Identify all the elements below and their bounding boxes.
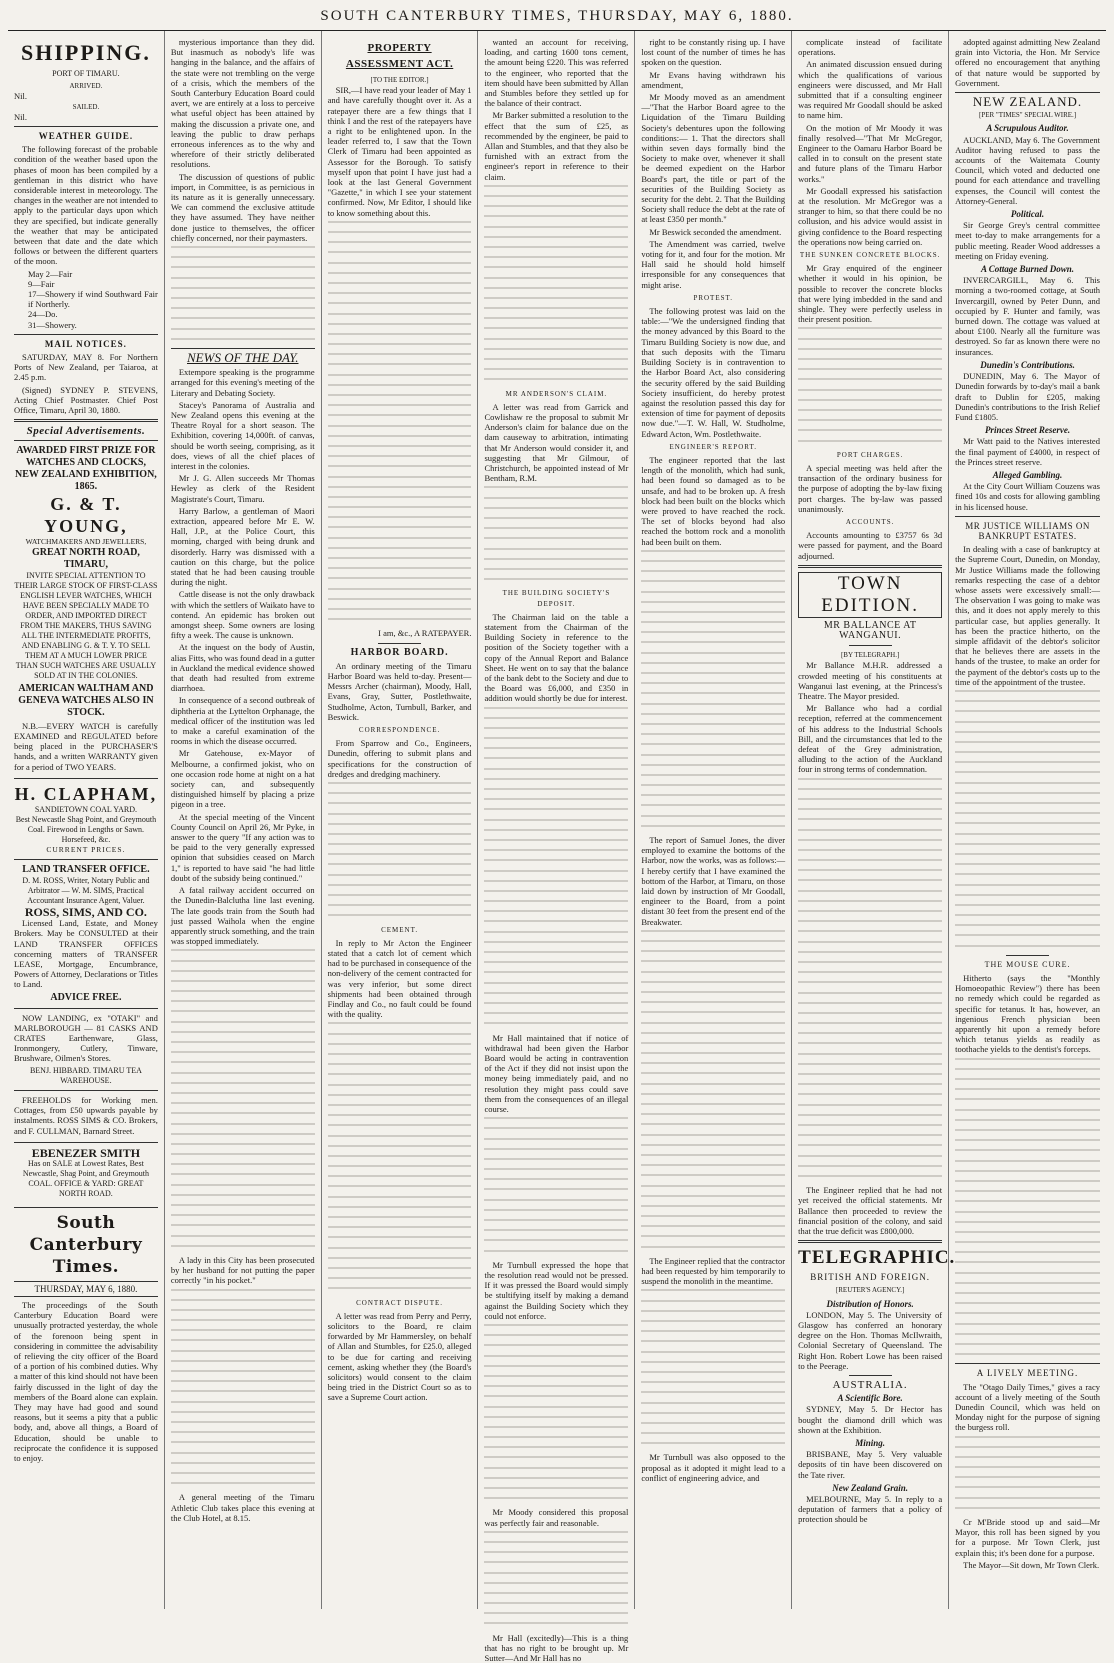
article-text: Mr Goodall expressed his satisfaction at the resolution. Mr McGregor was a stranger to him, so that there could be no collusion, and his advice would assist in giving confidence to the Board respecting the operations now being carried on. [798,185,943,247]
to-the-editor: [TO THE EDITOR.] [370,76,429,84]
article-text: Mr Moody considered this proposal was perfectly fair and reasonable. [484,1507,629,1528]
hibbard-advertisement [14,1008,158,1090]
current-prices: CURRENT PRICES. [46,844,126,854]
article-text: The Chairman laid on the table a statement from the Chairman of the Building Society in reference to the position of the Society together with a copy of the Annual Report and Balance Sheet. He went on to say that the balance of the bank debt to the Society and due to the Board was £6,000, and £350 in addition would shortly be due for interest. [484,611,629,704]
property-assessment-heading: PROPERTY ASSESSMENT ACT. [345,42,454,70]
port-heading: PORT OF TIMARU. [52,69,120,78]
news-item: Stacey's Panorama of Australia and New Zealand opens this evening at the Theatre Royal for a short season. The Exhibition, covering 14,000ft. of canvas, should be worth seeing, comprising, as it does, views of all the chief places of interest in the colonies. [170,399,315,471]
article-text: The Amendment was carried, twelve voting for it, and four for the motion. Mr Hall said he should hold himself irresponsible for any consequences that might arise. [641,238,786,290]
article-text: The "Otago Daily Times," gives a racy account of a lively meeting of the South Dunedin Council, which was held on Monday night for the purpose of signing the burgess roll. [955,1381,1100,1433]
article-text: AUCKLAND, May 6. The Government Auditor having refused to pass the accounts of the Waitemata County Council, which voted and deducted one pound for each attendance and travelling expenses, the Council will contest the Attorney-General. [955,134,1100,206]
clapham-name: H. CLAPHAM, [14,783,158,804]
text-block [171,949,315,1246]
weather-line: 31—Showery. [28,319,77,330]
engineer-report-heading: ENGINEER'S REPORT. [669,442,757,451]
freeholds-advertisement [14,1090,158,1142]
article-text: Mr Ballance who had a cordial reception, referred at the commencement of his address to the Industrial Schools Bill, and the circumstances that led to the defeat of the Grey administration, alluding to the action of the Auckland four in strong terms of condemnation. [798,703,943,775]
page-number-left [12,9,16,25]
article-text: Mr Beswick seconded the amendment. [649,226,782,237]
article-text: INVERCARGILL, May 6. This morning a two-roomed cottage, at South Invercargill, owned by Peter Dunn, and occupied by F. Hunter and family, was burned down. The cottage was valued at about £100. Nearly all the furniture was destroyed. So far as known there were no insurances. [955,275,1100,357]
nz-grain-heading: New Zealand Grain. [832,1482,909,1493]
young-address: GREAT NORTH ROAD, TIMARU, [31,546,140,570]
article-text: complicate instead of facilitate operations. [798,37,943,58]
news-of-the-day-heading: NEWS OF THE DAY. [187,349,299,365]
column-7 [949,31,1106,1609]
distribution-heading: Distribution of Honors. [826,1298,914,1309]
british-foreign-heading: BRITISH AND FOREIGN. [810,1272,931,1283]
article-text: Hitherto (says the "Monthly Homoeopathic Review") there has been no remedy which could be regarded as specific for tetanus. It has, however, an ingenious French physician been apparently hit upon a remedy before which tetanus yields as readily as toothache yields to the dentist's forceps. [955,973,1100,1055]
news-item: At the special meeting of the Vincent County Council on April 26, Mr Pyke, in answer to the query "If any action was to be paid to the very generally expressed opinion that subsidies ceased on March 1," is reported to have said "he had little doubt of the subsidy being continued." [170,811,315,883]
article-text: Mr Ballance M.H.R. addressed a crowded meeting of his constituents at Wanganui last evening, at the Princess's Theatre. The Mayor presided. [798,660,943,701]
weather-line: May 2—Fair [28,268,73,279]
award-text: AWARDED FIRST PRIZE FOR WATCHES AND CLOCKS, NEW ZEALAND EXHIBITION, 1865. [15,444,157,492]
young-subtitle: WATCHMAKERS AND JEWELLERS, [25,536,147,546]
article-text: A letter was read from Garrick and Cowlishaw re the proposal to submit Mr Anderson's claim for balance due on the dam causeway to arbitration, intimating that Mr Anderson would consider it, and suggesting that Mr Gilmour, of Christchurch, be appointed instead of Mr Bentham, R.M. [484,401,629,484]
scientific-bore-heading: A Scientific Bore. [837,1393,903,1404]
article-text: Mr Turnbull expressed the hope that the resolution read would not be pressed. If it was pressed the Board would simply be stultifying itself by making a demand against the Building Society which they could not enforce. [484,1259,629,1321]
harbor-board-text: In reply to Mr Acton the Engineer stated that a catch lot of cement which had to be purchased in consequence of the non-delivery of the cement contracted for was very inferior, but some direct shipments had been obtained through Findlay and Co., no fault could be found with the quality. [327,937,472,1020]
mail-signature: (Signed) SYDNEY P. STEVENS, Acting Chief Postmaster. Chief Post Office, Timaru, April 30, 1880. [14,384,158,416]
clapham-advertisement [14,778,158,859]
text-block [328,221,472,620]
american-watches: AMERICAN WALTHAM AND GENEVA WATCHES ALSO IN STOCK. [18,682,154,718]
letter-signature: I am, &c., A RATEPAYER. [378,628,472,639]
young-advertisement [14,440,158,778]
columns [8,31,1106,1663]
column-1 [8,31,165,1609]
paper-name: South Canterbury Times. [29,1212,143,1277]
text-block [328,1022,472,1289]
article-text: Mr Moody moved as an amendment—"That the Harbor Board agree to the Liquidation of the Timaru Building Society's debentures upon the following conditions:— 1. That the directors shall within seven days formally bind the Society to make over, whenever it shall be deemed expedient on the Harbor Board's part, the title or part of the securities of the Building Society as security for the debt. 2. That the Building Society shall reduce the debt at the rate of at least £350 per month." [641,92,786,225]
article-text: The Mayor—Sit down, Mr Town Clerk. [963,1559,1100,1570]
text-block [484,707,628,1025]
news-item: In consequence of a second outbreak of diphtheria at the Lyttelton Orphanage, the medical officer of the institution was led to make a careful examination of the rooms in which the disease occurred. [170,695,315,747]
news-item: Mr Gatehouse, ex-Mayor of Melbourne, a confirmed jokist, who on one occasion rode home at night on a hat society can, and subsequently distinguished himself by placing a prize pigeon in a tree. [170,748,315,810]
article-text: Cr M'Bride stood up and said—Mr Mayor, this roll has been signed by you for a purpose. Mr Town Clerk, just explain this; it's been done for a purpose. [955,1517,1100,1558]
text-block [641,930,785,1248]
text-block [484,1117,628,1251]
dunedin-heading: Dunedin's Contributions. [980,359,1075,370]
harbor-board-text: An ordinary meeting of the Timaru Harbor Board was held to-day. Present—Messrs Archer (chairman), Moody, Hall, Evans, Gray, Sutter, Postlethwaite, Studholme, Acton, Turnbull, Barker, and Beswick. [327,660,472,722]
leader-dateline: THURSDAY, MAY 6, 1880. [14,1281,158,1297]
page-number-right [1098,9,1102,25]
article-text: right to be constantly rising up. I have lost count of the number of times he has spoken on the question. [641,37,786,68]
hibbard-name: BENJ. HIBBARD. TIMARU TEA WAREHOUSE. [29,1065,142,1085]
column-6 [792,31,956,1609]
ross-text: Licensed Land, Estate, and Money Brokers. May be CONSULTED at their LAND TRANSFER OFFICES concerning matters of TRANSFER LEASE, Mortgage, Encumbrance, Powers of Attorney, Declarations or Titles to Land. [14,918,158,990]
article-text: SYDNEY, May 5. Dr Hector has bought the diamond drill which was shown at the Exhibition. [798,1404,943,1435]
leader-continued-1: mysterious importance than they did. But inasmuch as nobody's life was hanging in the balance, and the affairs of the state were not trembling on the verge of a crisis, which the members of the South Canterbury Education Board could avert, we are entirely at a loss to perceive what useful object has been attained by making the discussion a private one, and leaving the public to draw perhaps erroneous inferences as to the why and wherefore of their strictly deliberated resolutions. [170,37,315,170]
text-block [171,246,315,340]
reuter-agency: [REUTER'S AGENCY.] [835,1286,905,1295]
accounts-heading: ACCOUNTS. [845,517,895,526]
news-item: Cattle disease is not the only drawback with which the settlers of Waikato have to contend. An epidemic has broken out amongst sheep. Some owners are losing fifty a week. The cause is unknown. [170,589,315,641]
new-zealand-heading: NEW ZEALAND. [972,94,1083,110]
letter-body: SIR,—I have read your leader of May 1 and have carefully thought over it. As a ratepayer there are a few things that I think I and the rest of the ratepayers have a right to be enlightened upon. In the leader referred to, I saw that the Town Clerk of Timaru had been appointed as Assessor for the Borough. To satisfy myself upon that point I have just had a look at the last General Government "Gazette," in which I see your statement confirmed. Now, Mr Editor, I should like to know something about this. [327,85,472,218]
protest-heading: PROTEST. [693,293,734,302]
mouse-cure-heading: THE MOUSE CURE. [984,959,1071,969]
sailed-label: SAILED. [72,102,100,111]
weather-heading: WEATHER GUIDE. [38,131,134,142]
article-text: Mr Hall maintained that if notice of withdrawal had been given the Harbor Board would be acting in contravention of the Act if they did not insist upon the money being immediately paid, and no resolution they might pass could save them from the consequences of an illegal course. [484,1032,629,1114]
land-transfer-heading: LAND TRANSFER OFFICE. [22,864,150,876]
article-text: On the motion of Mr Moody it was finally resolved—"That Mr McGregor, Engineer to the Oamaru Harbor Board be called in to consult on the present state and future plans of the Timaru Harbor works." [798,122,943,184]
mail-text: SATURDAY, MAY 8. For Northern Ports of New Zealand, per Taiaroa, at 2.45 p.m. [14,352,158,383]
leader-text: The proceedings of the South Canterbury Education Board were unusually protracted yesterday, the whole of the forenoon being spent in considering in committee the advisability of relieving the city officer of the Board of a portion of his combined duties. Why a matter of this kind should not have been fairly discussed in the light of day the members of the Board alone can explain. They may have had good and sound reasons, but it seems a pity that a public body, and, above all things, a Board of Education, should be unable to reciprocate the confidence it is supposed to enjoy. [14,1299,158,1464]
correspondence-heading: CORRESPONDENCE. [358,725,441,734]
advice-free: ADVICE FREE. [50,991,122,1003]
special-wire: [PER "TIMES" SPECIAL WIRE.] [979,111,1077,120]
princes-street-heading: Princes Street Reserve. [984,425,1071,436]
article-text: The Engineer replied that the contractor had been requested by him temporarily to suspend the monolith in the meantime. [641,1255,786,1287]
text-block [955,1058,1100,1355]
text-block [484,486,628,580]
justice-williams-heading: MR JUSTICE WILLIAMS ON BANKRUPT ESTATES. [965,520,1090,541]
sailed-value: Nil. [14,111,27,122]
arrived-label: ARRIVED. [69,82,103,91]
text-block [641,1289,785,1444]
text-block [955,1436,1100,1509]
masthead-title: SOUTH CANTERBURY TIMES, THURSDAY, MAY 6, 1880. [320,8,794,24]
cement-heading: CEMENT. [381,925,419,934]
article-text: Accounts amounting to £3757 6s 3d were passed for payment, and the Board adjourned. [798,530,943,561]
harbor-board-text: From Sparrow and Co., Engineers, Dunedin, offering to submit plans and specifications for the construction of dredges and dredging machinery. [327,738,472,779]
weather-line: 24—Do. [28,309,58,320]
building-society-heading: THE BUILDING SOCIETY'S DEPOSIT. [502,589,611,608]
column-2 [165,31,322,1609]
political-heading: Political. [1010,209,1045,220]
harbor-board-heading: HARBOR BOARD. [350,646,449,658]
landing-text: NOW LANDING, ex "OTAKI" and MARLBOROUGH — 81 CASKS AND CRATES Earthenware, Glass, Ironmongery, Cutlery, Tinware, Brushware, Oilmen's Stores. [14,1012,158,1064]
smith-advertisement [14,1142,158,1203]
weather-text: The following forecast of the probable condition of the weather based upon the phases of moon has been compiled by a gentleman in this district who have considerable interest in meteorology. The changes in the weather are not intended to apply to the particular days upon which they are specified, but indicate generally the weather that may be anticipated between that date and the date which follows or between the different quarters of the moon. [14,144,158,267]
port-charges-heading: PORT CHARGES. [836,450,904,459]
text-block [484,185,628,381]
warranty-text: N.B.—EVERY WATCH is carefully EXAMINED and REGULATED before being placed in the PURCHASER'S hands, and a written WARRANTY given for a period of TWO YEARS. [14,720,158,772]
news-item: A fatal railway accident occurred on the Dunedin-Balclutha line last evening. The late goods train from the South had just passed Waihola when the engine apparently struck something, and the train was stopped immediately. [170,885,315,947]
article-text: Mr Hall (excitedly)—This is a thing that has no right to be brought up. Mr Sutter—And Mr Hall has no [484,1632,629,1663]
article-text: The following protest was laid on the table:—"We the undersigned finding that the money advanced by this Board to the Timaru Building Society is now due, and that such deposits with the Timaru Building Society is in contravention to the Harbor Board Act, also considering the security offered by the said Building Society insufficient, do hereby protest against the resolution passed this day for extension of time for payment of deposits now due."—T. W. Hall, W. Studholme, Edward Acton, Wm. Postlethwaite. [641,306,786,439]
news-item: Mr J. G. Allen succeeds Mr Thomas Hewley as clerk of the Resident Magistrate's Court, Timaru. [170,473,315,504]
article-text: BRISBANE, May 5. Very valuable deposits of tin have been discovered on the Tate river. [798,1449,943,1480]
article-text: wanted an account for receiving, loading, and carting 1600 tons cement, the amount being £220. This was referred to the engineer, who reported that the item should have been submitted by Allan and Stumbles before they settled up for the balance of their contract. [484,37,629,109]
special-ads-heading: Special Advertisements. [26,425,146,438]
news-item: Extempore speaking is the programme arranged for this evening's meeting of the Literary and Debating Society. [170,367,315,398]
column-4 [478,31,635,1663]
article-text: Mr Watt paid to the Natives interested the final payment of £4000, in respect of the Princes street reserve. [955,436,1100,467]
article-text: MELBOURNE, May 5. In reply to a deputation of farmers that a policy of protection should be [798,1493,943,1525]
column-3 [322,31,479,1609]
article-text: adopted against admitting New Zealand grain into Victoria, the Hon. Mr Service offered no encouragement that anything of that nature would be supported by Government. [955,37,1100,88]
text-block [171,1289,315,1485]
lively-meeting-heading: A LIVELY MEETING. [976,1368,1079,1379]
by-telegraph: [BY TELEGRAPH.] [840,651,900,660]
mining-heading: Mining. [855,1437,886,1448]
masthead [8,6,1106,31]
ross-firm: ROSS, SIMS, AND CO. [24,905,147,920]
clapham-subtitle: SANDIETOWN COAL YARD. [34,804,137,814]
weather-list [14,269,158,330]
smith-text: Has on SALE at Lowest Rates, Best Newcastle, Shag Point, and Greymouth COAL. OFFICE & YARD: GREAT NORTH ROAD. [22,1158,150,1198]
ross-partners: D. M. ROSS, Writer, Notary Public and Arbitrator — W. M. SIMS, Practical Accountant Insurance Agent, Valuer. [22,876,150,906]
news-item: A general meeting of the Timaru Athletic Club takes place this evening at the Club Hotel, at 8.15. [170,1492,315,1523]
smith-name: EBENEZER SMITH [31,1145,141,1160]
article-text: The report of Samuel Jones, the diver employed to examine the bottoms of the Harbor, now the works, was as follows:—I hereby certify that I have examined the bottom of the Harbor, at Timaru, on those laid down by instruction of Mr Goodall, engineer to the Board, from a point distant 30 feet from the present end of the Breakwater. [641,835,786,927]
australia-heading: AUSTRALIA. [832,1378,908,1391]
article-text: An animated discussion ensued during which the qualifications of various engineers were discussed, and Mr Hall submitted that if a consulting engineer was required Mr Goodall should be asked to name him. [798,59,943,121]
article-text: The Engineer replied that he had not yet received the official statements. Mr Ballance then proceeded to review the financial position of the colony, and said that the true deficit was £800,000. [798,1185,943,1236]
harbor-board-text: A letter was read from Perry and Perry, solicitors to the Board, re claim forwarded by Mr Hammersley, on behalf of Allan and Stumbles, for £25.0, alleged to be due for carting and receiving cement, asking whether they (the Board's solicitors) would consent to the claim being tried in the District Court so as to save a Supreme Court action. [327,1310,472,1403]
leader-continued-2: The discussion of questions of public import, in Committee, is as pernicious in its nature as it is generally unnecessary. We can commend the exclusive attitude they have assumed. They have neither done justice to themselves, the officer chiefly concerned, nor their paymasters. [170,171,315,243]
article-text: Mr Evans having withdrawn his amendment, [641,69,786,90]
text-block [484,1531,628,1625]
weather-line: 9—Fair [28,278,55,289]
mail-heading: MAIL NOTICES. [44,338,127,349]
contract-dispute-heading: CONTRACT DISPUTE. [356,1298,444,1307]
telegraphic-heading: TELEGRAPHIC. [798,1247,956,1269]
sunken-blocks-heading: THE SUNKEN CONCRETE BLOCKS. [799,251,941,260]
news-item: At the inquest on the body of Austin, alias Fitts, who was found dead in a gutter in Auckland the medical evidence showed that death had resulted from extreme diarrhoea. [170,642,315,694]
young-name: G. & T. YOUNG, [44,493,128,536]
young-invite: INVITE SPECIAL ATTENTION TO THEIR LARGE STOCK OF FIRST-CLASS ENGLISH LEVER WATCHES, WHICH HAVE BEEN SPECIALLY MADE TO ORDER, AND IMPORTED DIRECT FROM THE MAKERS, THUS SAVING ALL THE INTERMEDIATE PROFITS, AND ENABLING G. & T. Y. TO SELL THEM AT A MUCH LOWER PRICE THAN SUCH WATCHES ARE USUALLY SOLD AT IN THE COLONIES. [14,570,158,680]
text-block [798,327,942,441]
clapham-text: Best Newcastle Shag Point, and Greymouth Coal. Firewood in Lengths or Sawn. Horsefeed, &c. [15,814,157,844]
article-text: LONDON, May 5. The University of Glasgow has conferred an honorary degree on the Hon. Thomas McIlwraith, Colonial Secretary of Queensland. The Right Hon. Robert Lowe has been raised to the Peerage. [798,1309,943,1371]
cottage-heading: A Cottage Burned Down. [981,264,1075,275]
text-block [484,1324,628,1499]
article-text: In dealing with a case of bankruptcy at the Supreme Court, Dunedin, on Monday, Mr Justice Williams made the following remarks respecting the case of a debtor whose assets were excessively small:—The observation I was going to make was this, and it does not apply merely to this particular case, but applies generally. It has been the practice hitherto, on the simple affidavit of the debtor's solicitor that he believes there are assets in the hands of the trustee, to make an order for the payment of the debtor's costs up to the time of the appointment of the trustee. [955,544,1100,687]
anderson-claim-heading: MR ANDERSON'S CLAIM. [505,389,608,398]
land-transfer-advertisement [14,859,158,1007]
column-5 [635,31,792,1609]
arrived-value: Nil. [14,91,27,102]
auditor-heading: A Scrupulous Auditor. [986,123,1069,134]
article-text: Mr Barker submitted a resolution to the effect that the sum of £25, as recommended by the engineer, be paid to Allan and Stumbles, and that they also be furnished with an extract from the engineer's report in reference to their claim. [484,110,629,182]
news-item: A lady in this City has been prosecuted by her husband for not putting the paper correctly "in his pocket." [170,1254,315,1286]
article-text: A special meeting was held after the transaction of the ordinary business for the purpose of adopting the by-law fixing port charges. The by-law was passed unanimously. [798,462,943,514]
article-text: At the City Court William Couzens was fined 10s and costs for allowing gambling in his licensed house. [955,481,1100,512]
text-block [955,690,1100,947]
article-text: Sir George Grey's central committee meet to-day to make arrangements for a public meeting. Reader Wood addresses a meeting on Friday evening. [955,220,1100,261]
weather-line: 17—Showery if wind Southward Fair if Northerly. [28,289,158,310]
article-text: The engineer reported that the last length of the monolith, which had sunk, had been found so damaged as to be unsafe, and had to be broken up. A fresh block had been built on the blocks which were proved to have reached the rock. The set of blocks beyond had also reached the bottom rock and a monolith had been built on them. [641,454,786,547]
news-item: Harry Barlow, a gentleman of Maori extraction, appeared before Mr E. W. Hall, J.P., at the Police Court, this morning, charged with being drunk and disorderly. Harry was dismissed with a caution on this charge, but the police stated that he had been causing trouble during the night. [170,505,315,588]
text-block [798,778,942,1177]
article-text: Mr Turnbull was also opposed to the proposal as it adopted it might lead to a conflict of engineering advice, and [641,1452,786,1483]
article-text: DUNEDIN, May 6. The Mayor of Dunedin forwards by to-day's mail a bank draft to Dublin for £205, making Dunedin's contributions to the Irish Relief Fund £1805. [955,371,1100,422]
ballance-heading: MR BALLANCE AT WANGANUI. [823,619,917,641]
town-edition-heading: TOWN EDITION. [798,572,942,618]
article-text: Mr Gray enquired of the engineer whether it would in his opinion, be possible to recover the concrete blocks that were lying imbedded in the sand and shingle. They were perfectly useless in their present position. [798,263,943,325]
gambling-heading: Alleged Gambling. [992,469,1063,480]
shipping-heading: SHIPPING. [20,40,151,65]
text-block [328,782,472,916]
freeholds-text: FREEHOLDS for Working men. Cottages, from £50 upwards payable by instalments. ROSS SIMS & CO. Brokers, and F. CULLMAN, Barnard Street. [14,1094,158,1136]
text-block [641,550,785,827]
